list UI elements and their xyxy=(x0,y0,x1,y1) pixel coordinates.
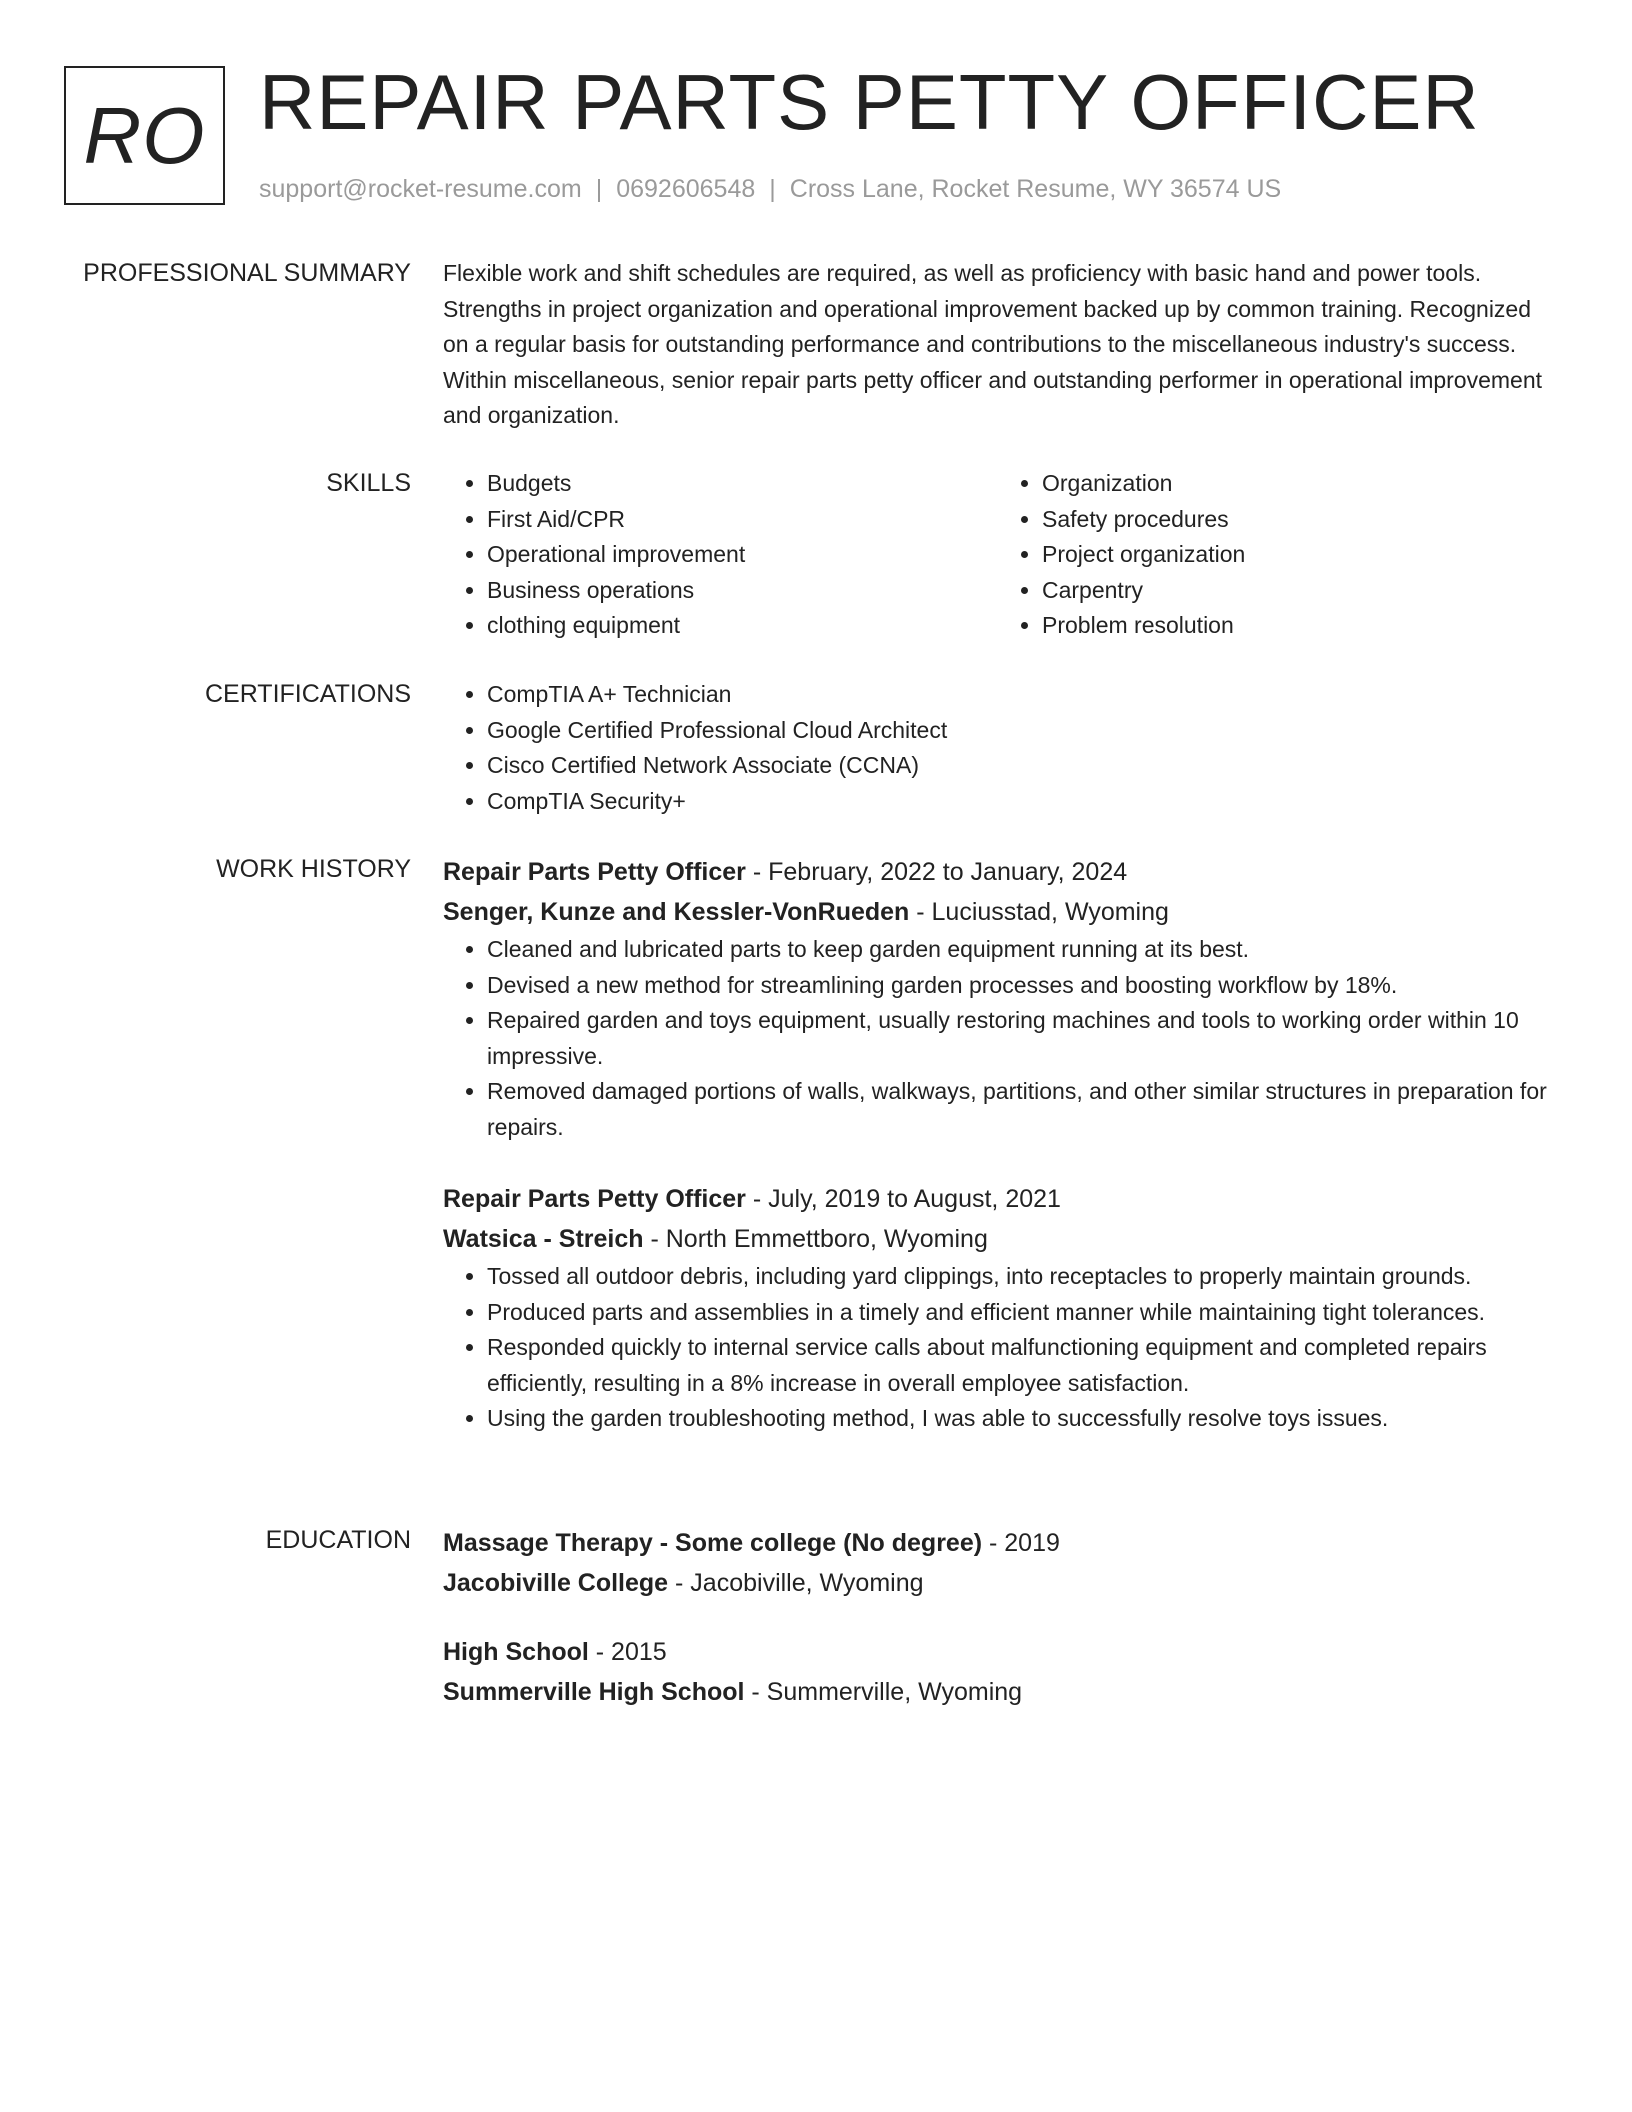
job-duty-item: • Produced parts and assemblies in a timely and efficient manner while maintaining tight tolerances. xyxy=(487,1295,1553,1331)
summary-text: Flexible work and shift schedules are required, as well as proficiency with basic hand and power tools. Strengths in project organization and operational improvement backed up by common training. Recognized on a regular basis for outstanding performance and contributions to the miscellaneous industry's success. Within miscellaneous, senior repair parts petty officer and outstanding performer in operational improvement and organization. xyxy=(443,260,1543,428)
contact-address: Cross Lane, Rocket Resume, WY 36574 US xyxy=(789,175,1282,203)
job-duties-list xyxy=(443,932,1553,1145)
contact-line xyxy=(259,174,1281,204)
certification-item: • Cisco Certified Network Associate (CCNA) xyxy=(487,748,1553,784)
education-school-line xyxy=(443,1672,1553,1712)
summary-content xyxy=(443,256,1553,434)
job-duty-item: • Tossed all outdoor debris, including yard clippings, into receptacles to properly maintain grounds. xyxy=(487,1259,1553,1295)
job-title: Repair Parts Petty Officer xyxy=(443,858,746,886)
job-title: Repair Parts Petty Officer xyxy=(443,1185,746,1213)
candidate-name: REPAIR PARTS PETTY OFFICER xyxy=(259,58,1480,146)
job-company: Watsica - Streich xyxy=(443,1225,644,1253)
job-duty-item: • Cleaned and lubricated parts to keep garden equipment running at its best. xyxy=(487,932,1553,968)
job-heading xyxy=(443,1179,1553,1219)
education-school: Jacobiville College xyxy=(443,1569,669,1597)
education-entry xyxy=(443,1523,1553,1603)
job-duty-item: • Repaired garden and toys equipment, usually restoring machines and tools to working order within 10 impressive. xyxy=(487,1003,1553,1074)
education-location: - Jacobiville, Wyoming xyxy=(668,1569,924,1597)
skill-item: • Operational improvement xyxy=(487,537,998,573)
job-entry xyxy=(443,852,1553,1145)
skills-columns xyxy=(443,466,1553,644)
skill-item: • Budgets xyxy=(487,466,998,502)
skill-item: • Carpentry xyxy=(1042,573,1553,609)
education-heading xyxy=(443,1632,1553,1672)
job-entry xyxy=(443,1179,1553,1437)
monogram-badge xyxy=(64,66,225,205)
job-duties-list xyxy=(443,1259,1553,1437)
education-school: Summerville High School xyxy=(443,1678,745,1706)
job-dates: - July, 2019 to August, 2021 xyxy=(745,1185,1061,1213)
monogram-text: RO xyxy=(83,90,206,180)
job-duty-item: • Using the garden troubleshooting method, I was able to successfully resolve toys issues. xyxy=(487,1401,1553,1437)
work-history-content xyxy=(443,852,1553,1437)
skills-list-right xyxy=(998,466,1553,644)
skill-item: • Safety procedures xyxy=(1042,502,1553,538)
education-degree: Massage Therapy - Some college (No degree) xyxy=(443,1529,983,1557)
job-dates: - February, 2022 to January, 2024 xyxy=(745,858,1128,886)
education-year: - 2015 xyxy=(588,1638,667,1666)
job-location: - North Emmettboro, Wyoming xyxy=(643,1225,988,1253)
job-employer-line xyxy=(443,892,1553,932)
job-duty-item: • Removed damaged portions of walls, walkways, partitions, and other similar structures in preparation for repairs. xyxy=(487,1074,1553,1145)
contact-separator: | xyxy=(769,175,776,203)
job-duty-item: • Responded quickly to internal service calls about malfunctioning equipment and completed repairs efficiently, resulting in a 8% increase in overall employee satisfaction. xyxy=(487,1330,1553,1401)
certification-item: • CompTIA A+ Technician xyxy=(487,677,1553,713)
certifications-list xyxy=(443,677,1553,819)
education-school-line xyxy=(443,1563,1553,1603)
contact-separator: | xyxy=(595,175,603,203)
skill-item: • Business operations xyxy=(487,573,998,609)
education-year: - 2019 xyxy=(982,1529,1060,1557)
section-label-education: EDUCATION xyxy=(265,1526,411,1554)
skill-item: • Project organization xyxy=(1042,537,1553,573)
certifications-content xyxy=(443,677,1553,819)
education-entry xyxy=(443,1632,1553,1712)
section-label-summary: PROFESSIONAL SUMMARY xyxy=(83,259,411,287)
education-location: - Summerville, Wyoming xyxy=(744,1678,1023,1706)
section-label-skills: SKILLS xyxy=(326,469,411,497)
section-label-certifications: CERTIFICATIONS xyxy=(204,680,411,708)
education-heading xyxy=(443,1523,1553,1563)
skill-item: • clothing equipment xyxy=(487,608,998,644)
job-location: - Luciusstad, Wyoming xyxy=(909,898,1169,926)
skill-item: • Problem resolution xyxy=(1042,608,1553,644)
job-employer-line xyxy=(443,1219,1553,1259)
certification-item: • CompTIA Security+ xyxy=(487,784,1553,820)
contact-phone[interactable]: 0692606548 xyxy=(616,175,756,203)
job-heading xyxy=(443,852,1553,892)
skills-list-left xyxy=(443,466,998,644)
contact-email[interactable]: support@rocket-resume.com xyxy=(259,175,582,203)
skill-item: • First Aid/CPR xyxy=(487,502,998,538)
skill-item: • Organization xyxy=(1042,466,1553,502)
certification-item: • Google Certified Professional Cloud Architect xyxy=(487,713,1553,749)
education-degree: High School xyxy=(443,1638,589,1666)
section-label-work-history: WORK HISTORY xyxy=(216,855,411,883)
job-duty-item: • Devised a new method for streamlining garden processes and boosting workflow by 18%. xyxy=(487,968,1553,1004)
education-content xyxy=(443,1523,1553,1712)
job-company: Senger, Kunze and Kessler-VonRueden xyxy=(443,898,910,926)
